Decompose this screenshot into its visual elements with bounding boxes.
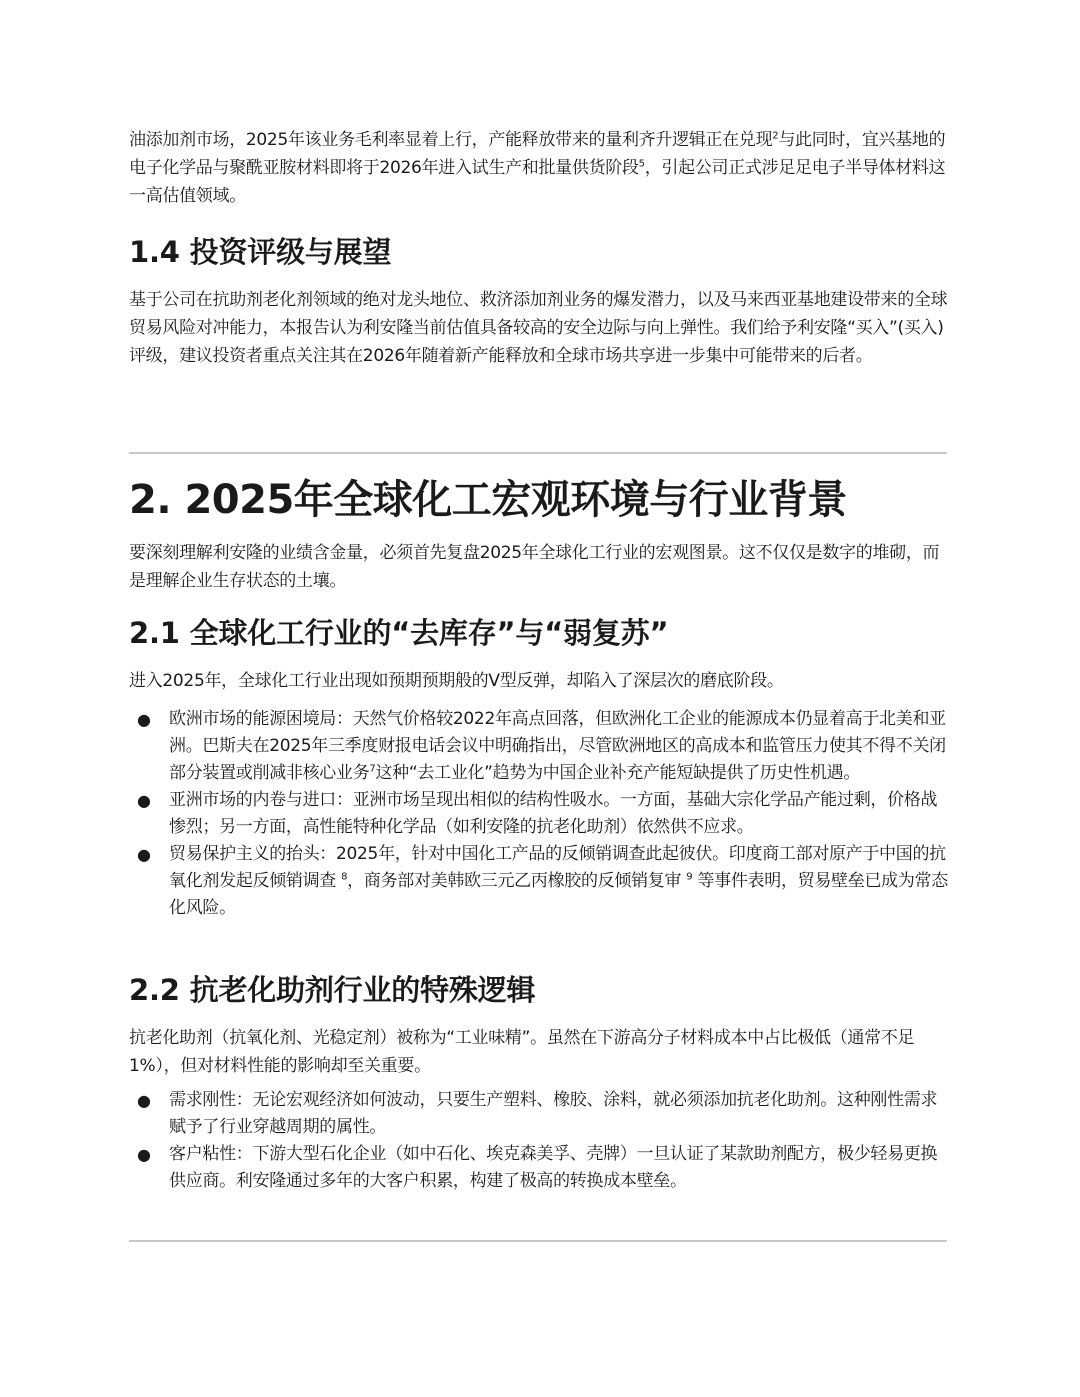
section-2-paragraph: 要深刻理解利安隆的业绩含金量，必须首先复盘2025年全球化工行业的宏观图景。这不仅仅是数字的堆砌，而是理解企业生存状态的土壤。 xyxy=(129,543,940,591)
list-item: ● 亚洲市场的内卷与进口：亚洲市场呈现出相似的结构性吸水。一方面，基础大宗化学品产能过剩，价格战惨烈；另一方面，高性能特种化学品（如利安隆的抗老化助剂）依然供不应求。 xyxy=(129,787,949,841)
footnote-ref[interactable]: 9 xyxy=(686,871,693,883)
list-item: ● 贸易保护主义的抬头：2025年，针对中国化工产品的反倾销调查此起彼伏。印度商工部对原产于中国的抗氧化剂发起反倾销调查 $^8$，商务部对美韩欧三元乙丙橡胶的反倾销复审 $^9$ 等事件表明，贸易壁垒已成为常态化风险。 xyxy=(129,841,949,922)
bullet-icon: ● xyxy=(137,1145,151,1164)
list-item: ● 需求刚性：无论宏观经济如何波动，只要生产塑料、橡胶、涂料，就必须添加抗老化助剂。这种刚性需求赋予了行业穿越周期的属性。 xyxy=(129,1087,949,1141)
section-heading-2-1: 2.1 全球化工行业的“去库存”与“弱复苏” xyxy=(129,616,669,650)
bullet-icon: ● xyxy=(137,710,151,729)
footnote-ref[interactable]: 8 xyxy=(341,871,348,883)
list-item: ● 客户粘性：下游大型石化企业（如中石化、埃克森美孚、壳牌）一旦认证了某款助剂配方，极少轻易更换供应商。利安隆通过多年的大客户积累，构建了极高的转换成本壁垒。 xyxy=(129,1141,949,1195)
bullet-icon: ● xyxy=(137,845,151,864)
footnote-ref[interactable]: 5 xyxy=(638,158,645,170)
section-divider xyxy=(129,452,947,454)
section-heading-1-4: 1.4 投资评级与展望 xyxy=(129,235,392,269)
section-heading-2: 2. 2025年全球化工宏观环境与行业背景 xyxy=(129,477,847,523)
section-heading-2-2: 2.2 抗老化助剂行业的特殊逻辑 xyxy=(129,973,536,1007)
section-2-1-bullet-list xyxy=(129,706,949,922)
intro-paragraph: 油添加剂市场，2025年该业务毛利率显着上行，产能释放带来的量利齐升逻辑正在兑现$^2$与此同时，宜兴基地的电子化学品与聚酰亚胺材料即将于2026年进入试生产和批量供货阶段$^5$，引起公司正式涉足足电子半导体材料这一高估值领域。 xyxy=(129,130,946,206)
bullet-icon: ● xyxy=(137,791,151,810)
section-divider xyxy=(129,1240,947,1242)
section-1-4-paragraph: 基于公司在抗助剂老化剂领域的绝对龙头地位、救济添加剂业务的爆发潜力，以及马来西亚基地建设带来的全球贸易风险对冲能力，本报告认为利安隆当前估值具备较高的安全边际与向上弹性。我们给予利安隆“买入”(买入)评级，建议投资者重点关注其在2026年随着新产能释放和全球市场共享进一步集中可能带来的后者。 xyxy=(129,290,948,366)
section-2-2-bullet-list xyxy=(129,1087,949,1195)
footnote-ref[interactable]: 7 xyxy=(369,763,376,775)
list-item: ● 欧洲市场的能源困境局：天然气价格较2022年高点回落，但欧洲化工企业的能源成本仍显着高于北美和亚洲。巴斯夫在2025年三季度财报电话会议中明确指出，尽管欧洲地区的高成本和监管压力使其不得不关闭部分装置或削减非核心业务$^7$这种“去工业化”趋势为中国企业补充产能短缺提供了历史性机遇。 xyxy=(129,706,949,787)
footnote-ref[interactable]: 2 xyxy=(772,130,779,142)
bullet-icon: ● xyxy=(137,1091,151,1110)
section-2-1-paragraph: 进入2025年，全球化工行业出现如预期预期般的V型反弹，却陷入了深层次的磨底阶段。 xyxy=(129,671,784,691)
section-2-2-paragraph: 抗老化助剂（抗氧化剂、光稳定剂）被称为“工业味精”。虽然在下游高分子材料成本中占比极低（通常不足1%），但对材料性能的影响却至关重要。 xyxy=(129,1028,915,1076)
